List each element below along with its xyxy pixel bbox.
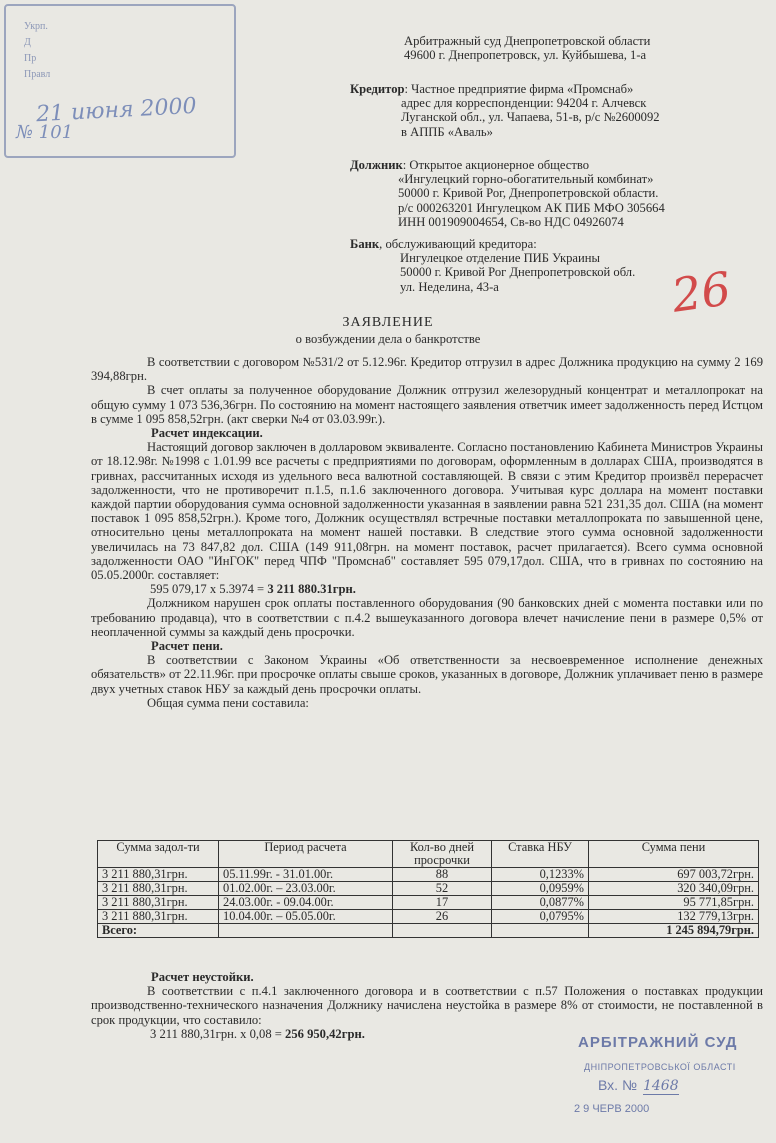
calc-result: 256 950,42грн. [285, 1026, 365, 1041]
table-cell: 697 003,72грн. [589, 868, 759, 882]
body-text-top [91, 355, 763, 710]
table-cell: 320 340,09грн. [589, 882, 759, 896]
calc-line [150, 582, 763, 596]
table-cell: 10.04.00г. – 05.05.00г. [219, 910, 393, 924]
table-cell [219, 924, 393, 938]
creditor-line: : Частное предприятие фирма «Промснаб» [404, 82, 634, 96]
table-cell: 52 [393, 882, 492, 896]
table-cell: 132 779,13грн. [589, 910, 759, 924]
table-cell: 3 211 880,31грн. [98, 882, 219, 896]
table-cell: 3 211 880,31грн. [98, 896, 219, 910]
stamp-date-handwritten: 21 июня 2000 [35, 93, 198, 128]
stamp-court-name: АРБІТРАЖНИЙ СУД [578, 1034, 738, 1051]
stamp-incoming-label: Вх. № 1468 [598, 1077, 679, 1094]
table-row [98, 882, 759, 896]
bank-label: Банк [350, 237, 380, 251]
paragraph: Общая сумма пени составила: [147, 695, 309, 710]
debtor-line: «Ингулецкий горно-обогатительный комбинат» [398, 172, 654, 187]
handwritten-page-number: 26 [668, 261, 735, 323]
table-cell [492, 924, 589, 938]
total-value: 1 245 894,79грн. [589, 924, 759, 938]
heading-penalty: Расчет пени. [151, 639, 223, 654]
column-header: Сумма пени [589, 841, 759, 868]
court-name: Арбитражный суд Днепропетровской области [404, 34, 651, 48]
document-subtitle: о возбуждении дела о банкротстве [295, 332, 481, 346]
debtor-line: р/с 000263201 Ингулецком АК ПИБ МФО 305664 [398, 200, 665, 215]
table-cell: 0,0795% [492, 910, 589, 924]
table-cell: 3 211 880,31грн. [98, 868, 219, 882]
creditor-label: Кредитор [350, 82, 405, 96]
calc-expression: 595 079,17 х 5.3974 = [150, 582, 268, 597]
table-cell: 88 [393, 868, 492, 882]
creditor-line: Луганской обл., ул. Чапаева, 51-в, р/с №2600092 [401, 110, 660, 125]
calc-expression: 3 211 880,31грн. х 0,08 = [150, 1026, 286, 1041]
stamp-line: Пр [24, 53, 37, 64]
bank-line: , обслуживающий кредитора: [379, 237, 537, 251]
table-cell: 95 771,85грн. [589, 896, 759, 910]
heading-forfeit: Расчет неустойки. [151, 970, 254, 984]
bank-line: Ингулецкое отделение ПИБ Украины [400, 251, 600, 266]
table-cell: 17 [393, 896, 492, 910]
debtor-line: ИНН 001909004654, Св-во НДС 04926074 [398, 214, 624, 229]
bank-block [350, 237, 635, 294]
table-header-row [98, 841, 759, 868]
paragraph: В соответствии с п.4.1 заключенного договора и в соответствии с п.57 Положения о поставках продукции производственно-технического назначения Должнику начислена неустойка в размере 8% от стоимости, не поставленной в срок продукции, что составило: [91, 984, 763, 1027]
debtor-label: Должник [350, 158, 403, 172]
addressee-block [404, 34, 650, 62]
table-cell: 05.11.99г. - 31.01.00г. [219, 868, 393, 882]
debtor-line: 50000 г. Кривой Рог, Днепропетровской области. [398, 186, 659, 201]
creditor-line: адрес для корреспонденции: 94204 г. Алчевск [401, 96, 647, 111]
total-label: Всего: [98, 924, 219, 938]
debtor-line: : Открытое акционерное общество [402, 158, 590, 172]
paragraph: В соответствии с договором №531/2 от 5.12.96г. Кредитор отгрузил в адрес Должника продукцию на сумму 2 169 394,88грн. [91, 355, 763, 384]
table-cell: 01.02.00г. – 23.03.00г. [219, 882, 393, 896]
stamp-line: Д [24, 37, 31, 48]
bank-line: ул. Неделина, 43-а [400, 279, 499, 294]
court-incoming-stamp [546, 1030, 761, 1125]
bank-line: 50000 г. Кривой Рог Днепропетровской обл. [400, 265, 636, 280]
column-header: Ставка НБУ [492, 841, 589, 868]
table-row [98, 868, 759, 882]
debtor-block [350, 158, 665, 229]
table-cell: 3 211 880,31грн. [98, 910, 219, 924]
table-cell [393, 924, 492, 938]
court-address: 49600 г. Днепропетровск, ул. Куйбышева, 1-а [404, 48, 647, 63]
stamp-incoming-number: 1468 [642, 1078, 679, 1094]
calc-result: 3 211 880.31грн. [267, 582, 356, 597]
paragraph: Настоящий договор заключен в долларовом эквиваленте. Согласно постановлению Кабинета Министров Украины от 18.12.98г. №1998 с 1.01.99 все расчеты с предприятиями по договорам, оформленным в долларах США, производятся в гривнах, рассчитанных исходя из удельного веса валютной составляющей. В связи с этим Кредитор произвёл перерасчет задолженности, что не противоречит п.1.5, п.1.6 заключенного договора. Учитывая курс доллара на момент поставки каждой партии оборудования сумма основной задолженности указанная в заявлении равна 521 231,35 дол. США (на момент поставок 1 095 858,52грн.). Кроме того, Должник осуществлял встречные поставки металлопроката по завышенной цене, относительно цены металлопроката на момент нашей поставки. В следствие этого сумма основной задолженности увеличилась на 73 847,82 дол. США (149 911,08грн. на момент поставок, расчет прилагается). Всего сумма основной задолженности ОАО "ИнГОК" перед ЧПФ "Промснаб" составляет 595 079,17дол. США, что в гривнах по состоянию на 05.05.2000г. составляет: [91, 440, 763, 583]
stamp-line: Укрп. [24, 21, 48, 32]
table-row [98, 896, 759, 910]
heading-indexation: Расчет индексации. [151, 426, 263, 441]
table-row [98, 910, 759, 924]
paragraph: В соответствии с Законом Украины «Об ответственности за несвоевременное исполнение денежных обязательств» от 22.11.96г. при просрочке оплаты свыше сроков, указанных в договоре, Должник уплачивает пеню в размере двух учетных ставок НБУ за каждый день просрочки оплаты. [91, 653, 763, 696]
creditor-block [350, 82, 660, 139]
penalty-table [97, 840, 759, 938]
column-header: Кол-во дней просрочки [393, 841, 492, 868]
stamp-number-handwritten: № 101 [16, 122, 74, 143]
incoming-stamp [4, 4, 236, 158]
column-header: Сумма задол-ти [98, 841, 219, 868]
table-cell: 0,1233% [492, 868, 589, 882]
paragraph: В счет оплаты за полученное оборудование Должник отгрузил железорудный концентрат и металлопрокат на общую сумму 1 073 536,36грн. По состоянию на момент настоящего заявления ответчик имеет задолженность перед Истцом в сумме 1 095 858,52грн. (акт сверки №4 от 03.03.99г.). [91, 383, 763, 426]
table-cell: 26 [393, 910, 492, 924]
stamp-region: ДНІПРОПЕТРОВСЬКОЇ ОБЛАСТІ [584, 1062, 736, 1072]
paragraph: Должником нарушен срок оплаты поставленного оборудования (90 банковских дней с момента поставки или по требованию продавца), что в соответствии с п.4.2 вышеуказанного договора влечет начисление пени в размере 0,5% от неоплаченной суммы за каждый день просрочки. [91, 596, 763, 639]
column-header: Период расчета [219, 841, 393, 868]
table-cell: 0,0877% [492, 896, 589, 910]
table-total-row [98, 924, 759, 938]
table-cell: 0,0959% [492, 882, 589, 896]
table-cell: 24.03.00г. - 09.04.00г. [219, 896, 393, 910]
document-title: ЗАЯВЛЕНИЕ [342, 315, 434, 330]
stamp-line: Правл [24, 69, 51, 80]
creditor-line: в АППБ «Аваль» [401, 124, 493, 139]
stamp-date: 2 9 ЧЕРВ 2000 [574, 1103, 650, 1115]
